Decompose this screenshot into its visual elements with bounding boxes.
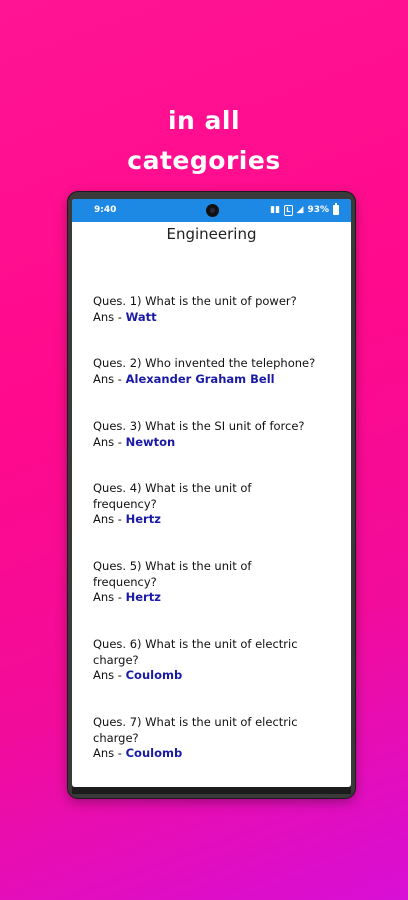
answer-text: Alexander Graham Bell [125, 371, 275, 386]
question-text: Ques. 4) What is the unit of frequency? [93, 481, 252, 511]
answer-line [93, 668, 338, 684]
question-text: Ques. 2) Who invented the telephone? [93, 356, 316, 370]
answer-line [93, 512, 338, 528]
answer-label: Ans - [93, 746, 126, 760]
app-screen [72, 199, 351, 787]
cell-signal-icon: ◢ [296, 205, 304, 215]
status-time: 9:40 [94, 205, 117, 215]
phone-bottom-bezel [72, 787, 351, 794]
answer-text: Coulomb [125, 668, 183, 682]
answer-text: Hertz [125, 512, 161, 526]
answer-label: Ans - [93, 512, 126, 526]
answer-line [93, 746, 338, 762]
qa-item[interactable] [93, 715, 338, 762]
question-text: Ques. 3) What is the SI unit of force? [93, 419, 305, 433]
answer-text: Coulomb [125, 746, 183, 760]
battery-icon [333, 205, 339, 215]
qa-item[interactable] [93, 559, 338, 606]
answer-label: Ans - [93, 434, 126, 449]
qa-item[interactable] [93, 419, 338, 450]
answer-line [93, 372, 338, 388]
answer-line [93, 435, 338, 451]
category-title: Engineering [166, 225, 257, 243]
answer-line [93, 590, 338, 606]
status-bar [72, 199, 351, 222]
promo-line-1: in all [167, 106, 241, 135]
qa-item[interactable] [93, 294, 338, 325]
answer-label: Ans - [93, 590, 126, 604]
qa-item[interactable] [93, 356, 338, 387]
answer-text: Watt [125, 309, 157, 324]
answer-label: Ans - [93, 309, 126, 324]
answer-line [93, 310, 338, 326]
question-text: Ques. 7) What is the unit of electric charge? [93, 715, 298, 745]
promo-line-2: categories [127, 146, 281, 175]
question-text: Ques. 1) What is the unit of power? [93, 294, 297, 308]
status-icons [270, 204, 339, 216]
answer-label: Ans - [93, 668, 126, 682]
phone-frame [68, 192, 355, 798]
answer-text: Hertz [125, 590, 161, 604]
volte-icon: L [286, 205, 291, 214]
question-text: Ques. 5) What is the unit of frequency? [93, 559, 252, 589]
qa-item[interactable] [93, 481, 338, 528]
front-camera-icon [206, 204, 219, 217]
battery-percent: 93% [307, 205, 329, 215]
signal-bars-icon: ▮▮ [270, 205, 281, 215]
answer-text: Newton [125, 434, 176, 449]
qa-item[interactable] [93, 637, 338, 684]
answer-label: Ans - [93, 371, 126, 386]
question-text: Ques. 6) What is the unit of electric charge? [93, 637, 298, 667]
